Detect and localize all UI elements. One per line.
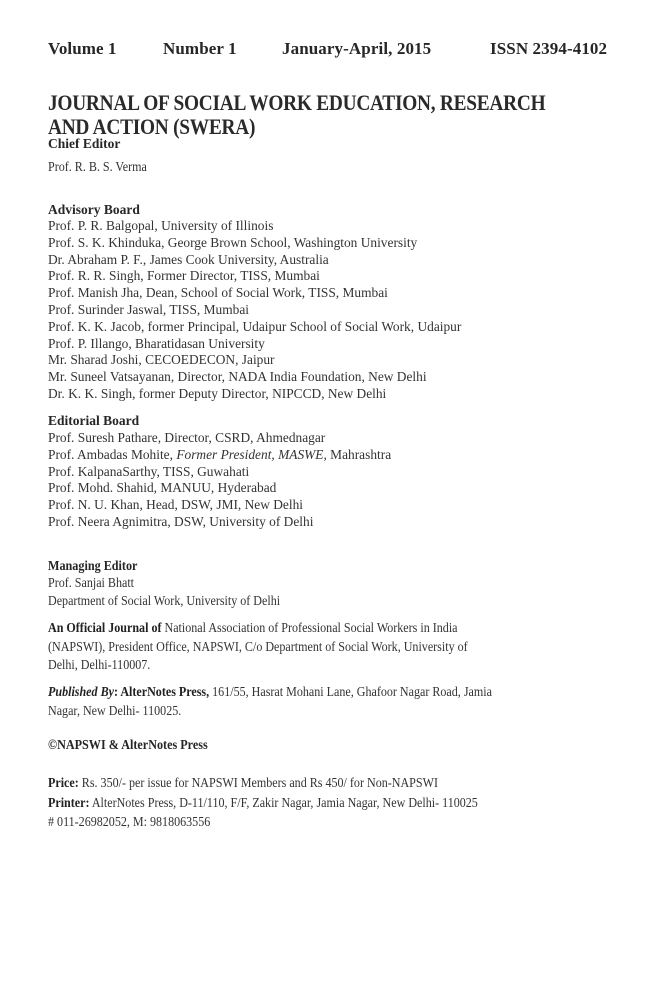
copyright-notice: ©NAPSWI & AlterNotes Press [48,737,208,752]
list-item: Prof. Manish Jha, Dean, School of Social Work, TISS, Mumbai [48,285,388,301]
managing-editor-name: Prof. Sanjai Bhatt [48,575,135,590]
chief-editor-name: Prof. R. B. S. Verma [48,159,147,174]
official-journal-paragraph [48,619,624,675]
list-item [48,430,391,447]
official-journal-line-1 [48,619,624,638]
printer-label: Printer: [48,794,90,810]
volume-label: Volume 1 [48,39,117,58]
member-text: Prof. N. U. Khan, Head, DSW, JMI, New Delhi [48,497,304,513]
managing-editor-affiliation: Department of Social Work, University of Delhi [48,593,281,608]
list-item [48,514,391,531]
list-item: Prof. R. R. Singh, Former Director, TISS, Mumbai [48,268,320,284]
period-label: January-April, 2015 [282,39,432,58]
list-item: Dr. K. K. Singh, former Deputy Director, NIPCCD, New Delhi [48,385,387,401]
list-item [48,497,391,514]
issn-label: ISSN 2394-4102 [490,39,608,58]
price-line [48,773,624,793]
publisher-address: 161/55, Hasrat Mohani Lane, Ghafoor Nagar Road, Jamia [209,684,492,699]
list-item: Prof. Surinder Jaswal, TISS, Mumbai [48,301,249,317]
price-label: Price: [48,775,79,790]
member-role-italic: Former President, MASWE, [176,446,327,462]
list-item: Mr. Suneel Vatsayanan, Director, NADA India Foundation, New Delhi [48,369,427,385]
list-item [48,480,391,497]
official-journal-label: An Official Journal of [48,620,162,635]
list-item: Prof. K. K. Jacob, former Principal, Udaipur School of Social Work, Udaipur [48,318,462,334]
member-text: Prof. Ambadas Mohite, [48,446,177,462]
published-by-paragraph [48,683,624,720]
member-text: Prof. Mohd. Shahid, MANUU, Hyderabad [48,480,277,496]
list-item [48,447,391,464]
journal-title-line-1: JOURNAL OF SOCIAL WORK EDUCATION, RESEARCH [48,90,546,115]
published-by-colon: : [113,684,118,699]
advisory-board-list [48,218,461,403]
journal-title-line-2: AND ACTION (SWERA) [48,114,256,139]
managing-editor-label: Managing Editor [48,558,138,573]
number-label: Number 1 [163,39,237,58]
publisher-name: AlterNotes Press, [117,684,210,699]
list-item: Prof. P. R. Balgopal, University of Illinois [48,218,274,233]
official-journal-line-2: (NAPSWI), President Office, NAPSWI, C/o Department of Social Work, University of [48,638,468,654]
price-printer-block [48,773,624,832]
official-journal-line-3: Delhi, Delhi-110007. [48,657,151,672]
member-text: Prof. Neera Agnimitra, DSW, University of Delhi [48,513,314,529]
list-item: Mr. Sharad Joshi, CECOEDECON, Jaipur [48,352,275,368]
editorial-board-list [48,430,391,531]
published-by-line-2: Nagar, New Delhi- 110025. [48,702,182,718]
member-text-tail: Mahrashtra [326,446,392,462]
list-item: Prof. P. Illango, Bharatidasan University [48,335,265,351]
list-item: Dr. Abraham P. F., James Cook University, Australia [48,251,329,267]
member-text: Prof. KalpanaSarthy, TISS, Guwahati [48,463,250,479]
chief-editor-label: Chief Editor [48,136,121,151]
member-text: Prof. Suresh Pathare, Director, CSRD, Ahmednagar [48,430,326,445]
list-item: Prof. S. K. Khinduka, George Brown School, Washington University [48,234,418,250]
printer-text: AlterNotes Press, D-11/110, F/F, Zakir Nagar, Jamia Nagar, New Delhi- 110025 [89,794,478,810]
editorial-board-label: Editorial Board [48,413,140,428]
list-item [48,464,391,481]
price-text: Rs. 350/- per issue for NAPSWI Members and Rs 450/ for Non-NAPSWI [78,775,438,790]
official-journal-text: National Association of Professional Social Workers in India [161,620,458,635]
published-by-line-1 [48,683,624,702]
printer-contact: # 011-26982052, M: 9818063556 [48,814,211,829]
printer-line [48,793,624,813]
advisory-board-label: Advisory Board [48,202,140,217]
published-by-label: Published By [48,684,114,699]
